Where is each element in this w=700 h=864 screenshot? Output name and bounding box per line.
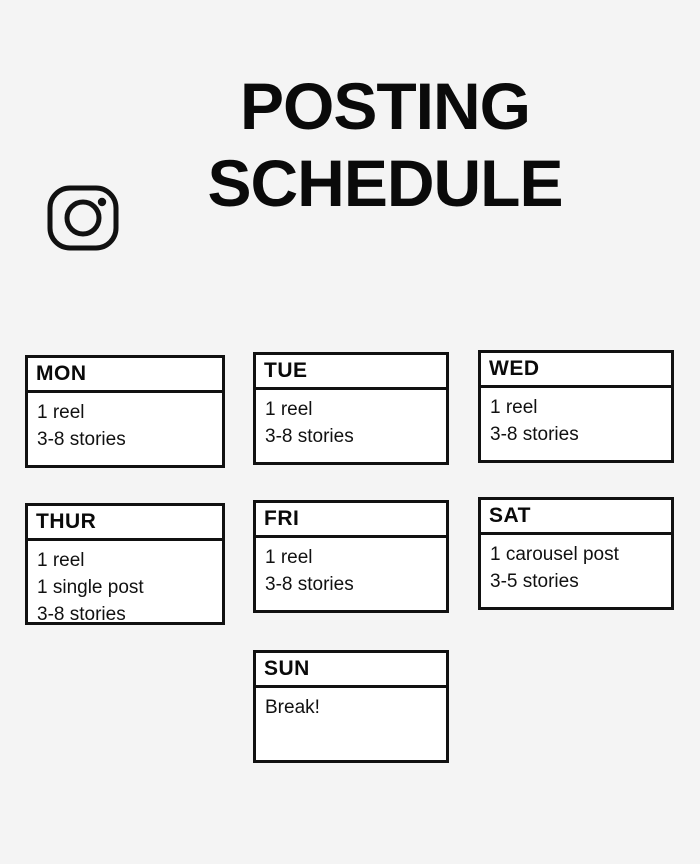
day-item: 3-8 stories: [37, 604, 126, 626]
day-item: 3-8 stories: [265, 426, 354, 448]
day-card-fri: [253, 500, 449, 613]
day-items-sat: [481, 535, 671, 604]
header: [0, 60, 700, 260]
day-item: 3-8 stories: [37, 429, 126, 451]
day-label-thur: THUR: [28, 506, 222, 541]
day-item: 1 carousel post: [490, 544, 619, 566]
day-label-tue: TUE: [256, 355, 446, 390]
day-item: 1 reel: [37, 550, 85, 572]
day-items-wed: [481, 388, 671, 457]
day-item: Break!: [265, 697, 320, 719]
instagram-icon: [44, 178, 124, 258]
title-line-2: SCHEDULE: [207, 145, 563, 220]
day-item: 3-8 stories: [265, 574, 354, 596]
day-item: 1 reel: [265, 547, 313, 569]
day-card-sun: [253, 650, 449, 763]
day-item: 3-5 stories: [490, 571, 579, 593]
day-item: 1 reel: [490, 397, 538, 419]
title-line-1: POSTING: [239, 69, 531, 143]
day-card-wed: [478, 350, 674, 463]
day-item: 3-8 stories: [490, 424, 579, 446]
page-title: [150, 69, 620, 220]
day-items-thur: [28, 541, 222, 637]
day-item: 1 reel: [37, 402, 85, 424]
day-label-mon: MON: [28, 358, 222, 393]
day-card-tue: [253, 352, 449, 465]
day-card-thur: [25, 503, 225, 625]
day-item: 1 reel: [265, 399, 313, 421]
day-label-sat: SAT: [481, 500, 671, 535]
day-card-mon: [25, 355, 225, 468]
day-card-sat: [478, 497, 674, 610]
day-items-mon: [28, 393, 222, 462]
day-label-wed: WED: [481, 353, 671, 388]
day-label-sun: SUN: [256, 653, 446, 688]
day-item: 1 single post: [37, 577, 144, 599]
day-items-tue: [256, 390, 446, 459]
day-items-fri: [256, 538, 446, 607]
day-items-sun: [256, 688, 446, 730]
day-label-fri: FRI: [256, 503, 446, 538]
